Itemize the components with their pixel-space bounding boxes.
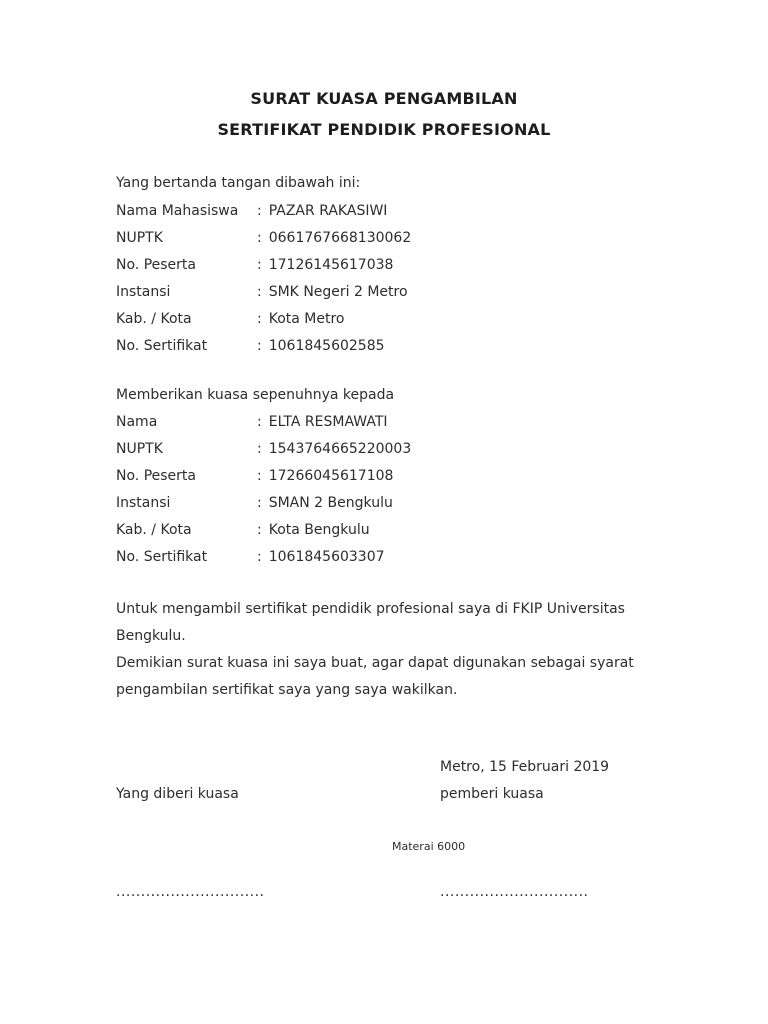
detail-row-nuptk <box>116 436 668 463</box>
colon-separator: : <box>257 414 262 430</box>
field-value: SMAN 2 Bengkulu <box>268 495 393 511</box>
body-paragraphs <box>116 596 668 704</box>
purpose-paragraph-line-1: Untuk mengambil sertifikat pendidik profesional saya di FKIP Universitas <box>116 601 625 617</box>
detail-row-nama <box>116 409 668 436</box>
grant-statement: Memberikan kuasa sepenuhnya kepada <box>116 387 395 403</box>
field-label: No. Sertifikat <box>116 549 208 565</box>
colon-separator: : <box>257 338 262 354</box>
attorney-details <box>116 409 668 571</box>
field-label: No. Peserta <box>116 468 196 484</box>
field-label: No. Peserta <box>116 257 196 273</box>
field-value: Kota Metro <box>268 311 345 327</box>
detail-row-no-peserta <box>116 463 668 490</box>
field-value: 1061845602585 <box>268 338 385 354</box>
document-title <box>0 83 768 145</box>
colon-separator: : <box>257 468 262 484</box>
field-value: 0661767668130062 <box>268 230 412 246</box>
colon-separator: : <box>257 230 262 246</box>
principal-signature-line: .............................. <box>440 884 589 900</box>
detail-row-nuptk <box>116 225 668 252</box>
detail-row-nama-mahasiswa <box>116 198 668 225</box>
colon-separator: : <box>257 203 262 219</box>
colon-separator: : <box>257 257 262 273</box>
field-value: 1061845603307 <box>268 549 385 565</box>
detail-row-no-sertifikat <box>116 544 668 571</box>
field-label: Kab. / Kota <box>116 522 192 538</box>
field-value: PAZAR RAKASIWI <box>268 203 388 219</box>
field-label: NUPTK <box>116 230 163 246</box>
stamp-duty-note: Materai 6000 <box>392 840 466 853</box>
field-label: No. Sertifikat <box>116 338 208 354</box>
colon-separator: : <box>257 311 262 327</box>
detail-row-kab-kota <box>116 306 668 333</box>
field-value: 17126145617038 <box>268 257 394 273</box>
attorney-role-label: Yang diberi kuasa <box>116 786 239 802</box>
field-value: 1543764665220003 <box>268 441 412 457</box>
principal-details <box>116 198 668 360</box>
document-title-line-1: SURAT KUASA PENGAMBILAN <box>250 89 518 108</box>
colon-separator: : <box>257 522 262 538</box>
attorney-signature-line: .............................. <box>116 884 265 900</box>
closing-paragraph-line-2: pengambilan sertifikat saya yang saya wakilkan. <box>116 682 458 698</box>
field-label: NUPTK <box>116 441 163 457</box>
principal-role-label: pemberi kuasa <box>440 786 544 802</box>
intro-line: Yang bertanda tangan dibawah ini: <box>116 175 361 191</box>
colon-separator: : <box>257 549 262 565</box>
detail-row-instansi <box>116 279 668 306</box>
field-label: Kab. / Kota <box>116 311 192 327</box>
field-value: SMK Negeri 2 Metro <box>268 284 408 300</box>
date-line: Metro, 15 Februari 2019 <box>440 759 610 775</box>
field-value: 17266045617108 <box>268 468 394 484</box>
field-label: Nama <box>116 414 158 430</box>
field-value: Kota Bengkulu <box>268 522 370 538</box>
colon-separator: : <box>257 441 262 457</box>
field-label: Instansi <box>116 495 171 511</box>
detail-row-instansi <box>116 490 668 517</box>
document-title-line-2: SERTIFIKAT PENDIDIK PROFESIONAL <box>217 120 551 139</box>
field-value: ELTA RESMAWATI <box>268 414 388 430</box>
detail-row-no-peserta <box>116 252 668 279</box>
field-label: Instansi <box>116 284 171 300</box>
purpose-paragraph-line-2: Bengkulu. <box>116 628 186 644</box>
field-label: Nama Mahasiswa <box>116 203 239 219</box>
colon-separator: : <box>257 495 262 511</box>
colon-separator: : <box>257 284 262 300</box>
detail-row-no-sertifikat <box>116 333 668 360</box>
closing-paragraph-line-1: Demikian surat kuasa ini saya buat, agar dapat digunakan sebagai syarat <box>116 655 634 671</box>
detail-row-kab-kota <box>116 517 668 544</box>
